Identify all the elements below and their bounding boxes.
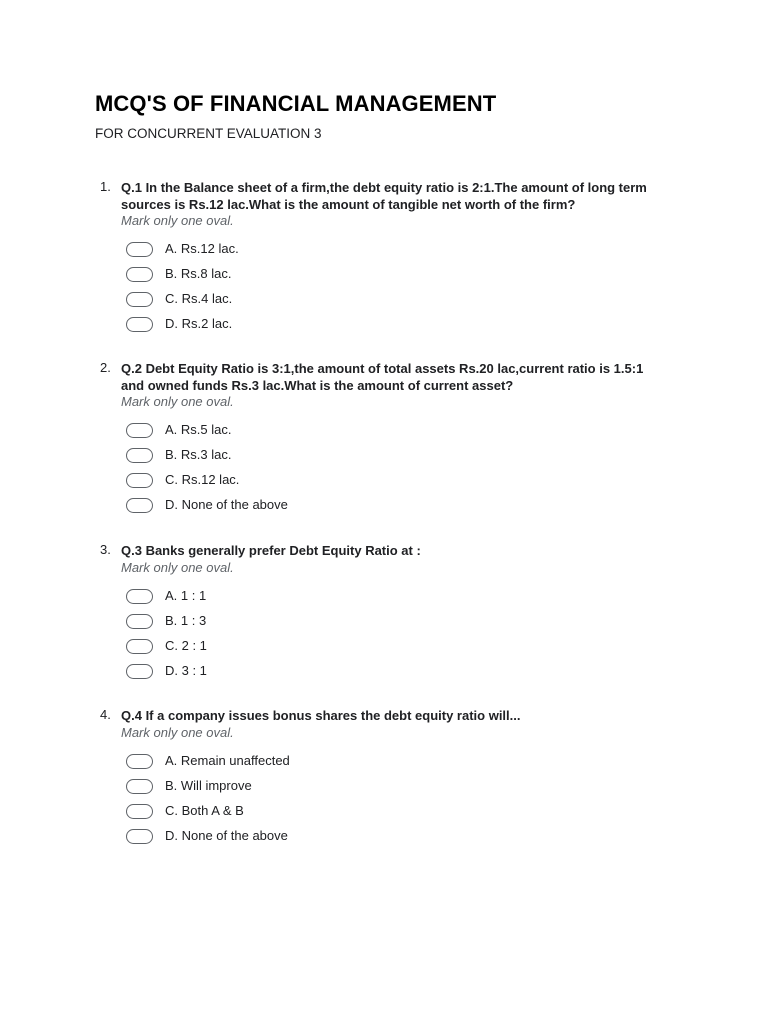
option-label: D. None of the above: [165, 828, 288, 843]
radio-oval[interactable]: [126, 589, 153, 604]
option-label: D. None of the above: [165, 497, 288, 512]
question-text: Q.3 Banks generally prefer Debt Equity Ratio at :: [121, 543, 421, 558]
radio-oval[interactable]: [126, 267, 153, 282]
question-hint: Mark only one oval.: [121, 560, 234, 575]
option-a[interactable]: [126, 422, 426, 440]
option-d[interactable]: [126, 663, 426, 681]
option-d[interactable]: [126, 497, 426, 515]
question-number: 2.: [100, 360, 111, 375]
option-label: B. Will improve: [165, 778, 252, 793]
question-hint: Mark only one oval.: [121, 213, 234, 228]
option-a[interactable]: [126, 588, 426, 606]
option-label: D. 3 : 1: [165, 663, 207, 678]
radio-oval[interactable]: [126, 498, 153, 513]
option-d[interactable]: [126, 316, 426, 334]
option-label: B. Rs.8 lac.: [165, 266, 232, 281]
option-a[interactable]: [126, 753, 426, 771]
option-label: C. Rs.12 lac.: [165, 472, 240, 487]
page-title: MCQ'S OF FINANCIAL MANAGEMENT: [95, 91, 497, 116]
option-label: C. 2 : 1: [165, 638, 207, 653]
option-b[interactable]: [126, 447, 426, 465]
question-number: 1.: [100, 179, 111, 194]
question-number: 4.: [100, 707, 111, 722]
option-label: C. Rs.4 lac.: [165, 291, 233, 306]
option-label: A. Remain unaffected: [165, 753, 290, 768]
option-c[interactable]: [126, 291, 426, 309]
radio-oval[interactable]: [126, 292, 153, 307]
option-c[interactable]: [126, 803, 426, 821]
radio-oval[interactable]: [126, 829, 153, 844]
question-hint: Mark only one oval.: [121, 394, 234, 409]
option-label: A. Rs.12 lac.: [165, 241, 239, 256]
radio-oval[interactable]: [126, 473, 153, 488]
option-label: A. 1 : 1: [165, 588, 207, 603]
option-d[interactable]: [126, 828, 426, 846]
radio-oval[interactable]: [126, 242, 153, 257]
option-b[interactable]: [126, 613, 426, 631]
option-c[interactable]: [126, 638, 426, 656]
radio-oval[interactable]: [126, 639, 153, 654]
question-hint: Mark only one oval.: [121, 725, 234, 740]
radio-oval[interactable]: [126, 664, 153, 679]
option-label: B. Rs.3 lac.: [165, 447, 232, 462]
question-text: Q.4 If a company issues bonus shares the debt equity ratio will...: [121, 708, 521, 723]
question-text: Q.2 Debt Equity Ratio is 3:1,the amount of total assets Rs.20 lac,current ratio is 1.5:1 and owned funds Rs.3 lac.What is the amount of current asset?: [121, 361, 644, 393]
question-number: 3.: [100, 542, 111, 557]
option-label: B. 1 : 3: [165, 613, 207, 628]
option-a[interactable]: [126, 241, 426, 259]
option-label: A. Rs.5 lac.: [165, 422, 232, 437]
option-label: C. Both A & B: [165, 803, 244, 818]
page-subtitle: FOR CONCURRENT EVALUATION 3: [95, 126, 322, 141]
radio-oval[interactable]: [126, 804, 153, 819]
radio-oval[interactable]: [126, 614, 153, 629]
option-c[interactable]: [126, 472, 426, 490]
option-b[interactable]: [126, 266, 426, 284]
option-label: D. Rs.2 lac.: [165, 316, 233, 331]
radio-oval[interactable]: [126, 423, 153, 438]
radio-oval[interactable]: [126, 754, 153, 769]
radio-oval[interactable]: [126, 317, 153, 332]
option-b[interactable]: [126, 778, 426, 796]
radio-oval[interactable]: [126, 448, 153, 463]
question-text: Q.1 In the Balance sheet of a firm,the debt equity ratio is 2:1.The amount of long term sources is Rs.12 lac.What is the amount of tangible net worth of the firm?: [121, 180, 647, 212]
radio-oval[interactable]: [126, 779, 153, 794]
